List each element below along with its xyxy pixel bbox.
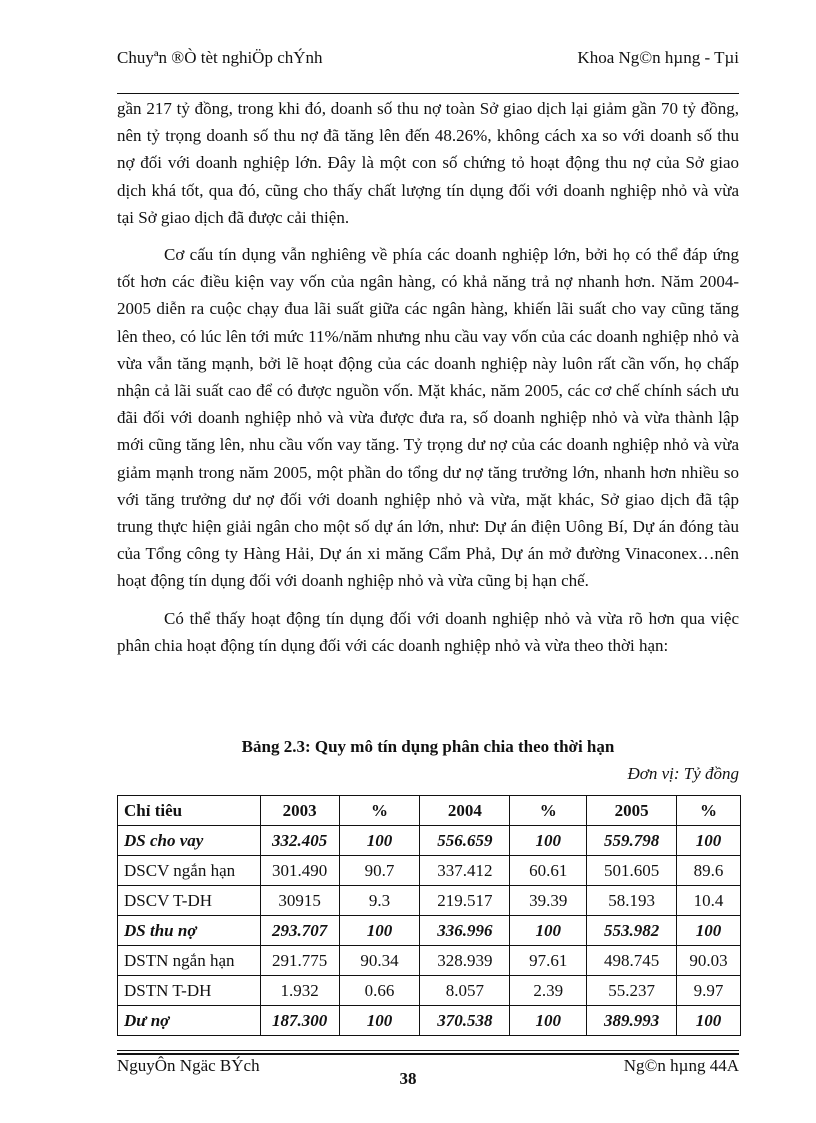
table-cell: 100 xyxy=(510,1006,587,1036)
table-row xyxy=(118,1006,741,1036)
table-header: Chỉ tiêu xyxy=(118,796,261,826)
page-number: 38 xyxy=(399,1069,417,1088)
footer-rule xyxy=(117,1050,739,1051)
table-cell: 498.745 xyxy=(587,946,677,976)
footer-author: NguyÔn Ngäc BÝch xyxy=(117,1056,260,1075)
table-cell: 100 xyxy=(339,826,420,856)
table-row xyxy=(118,886,741,916)
table-cell: 291.775 xyxy=(260,946,339,976)
table-cell: 58.193 xyxy=(587,886,677,916)
table-cell: 60.61 xyxy=(510,856,587,886)
table-cell: 9.3 xyxy=(339,886,420,916)
table-cell: 100 xyxy=(677,826,741,856)
table-header: % xyxy=(339,796,420,826)
table-cell: 389.993 xyxy=(587,1006,677,1036)
table-cell: 2.39 xyxy=(510,976,587,1006)
table-header-row xyxy=(118,796,741,826)
table-cell: 100 xyxy=(510,826,587,856)
table-cell: DS thu nợ xyxy=(118,916,261,946)
table-unit: Đơn vị: Tỷ đồng xyxy=(627,764,739,783)
table-cell: 0.66 xyxy=(339,976,420,1006)
credit-table xyxy=(117,795,741,1036)
table-cell: 30915 xyxy=(260,886,339,916)
table-header: 2003 xyxy=(260,796,339,826)
table-cell: 100 xyxy=(677,916,741,946)
footer-rule xyxy=(117,1053,739,1055)
footer-class: Ng©n hµng 44A xyxy=(623,1056,739,1075)
table-cell: DSCV T-DH xyxy=(118,886,261,916)
table-caption: Bảng 2.3: Quy mô tín dụng phân chia theo thời hạn xyxy=(241,737,615,756)
table-cell: 9.97 xyxy=(677,976,741,1006)
table-cell: 10.4 xyxy=(677,886,741,916)
header-right-text: Khoa Ng©n hµng - Tµi xyxy=(577,48,739,67)
table-cell: DSCV ngắn hạn xyxy=(118,856,261,886)
table-cell: DSTN T-DH xyxy=(118,976,261,1006)
table-cell: 97.61 xyxy=(510,946,587,976)
table-cell: 332.405 xyxy=(260,826,339,856)
table-cell: DS cho vay xyxy=(118,826,261,856)
table-row xyxy=(118,916,741,946)
table-cell: 293.707 xyxy=(260,916,339,946)
header-left-text: Chuyªn ®Ò tèt nghiÖp chÝnh xyxy=(117,48,323,67)
table-header: 2004 xyxy=(420,796,510,826)
table-row xyxy=(118,976,741,1006)
body-text xyxy=(117,95,739,659)
table-cell: 559.798 xyxy=(587,826,677,856)
table-row xyxy=(118,856,741,886)
table-cell: 1.932 xyxy=(260,976,339,1006)
table-cell: 553.982 xyxy=(587,916,677,946)
page-header xyxy=(117,48,739,94)
table-cell: 39.39 xyxy=(510,886,587,916)
table-cell: 337.412 xyxy=(420,856,510,886)
table-cell: 100 xyxy=(677,1006,741,1036)
table-cell: 187.300 xyxy=(260,1006,339,1036)
table-cell: 100 xyxy=(339,1006,420,1036)
table-cell: 90.03 xyxy=(677,946,741,976)
table-row xyxy=(118,826,741,856)
table-cell: 370.538 xyxy=(420,1006,510,1036)
table-cell: DSTN ngắn hạn xyxy=(118,946,261,976)
header-rule xyxy=(117,93,739,94)
table-cell: 556.659 xyxy=(420,826,510,856)
table-cell: 55.237 xyxy=(587,976,677,1006)
table-cell: 219.517 xyxy=(420,886,510,916)
table-cell: 336.996 xyxy=(420,916,510,946)
table-header: % xyxy=(510,796,587,826)
table-cell: 89.6 xyxy=(677,856,741,886)
paragraph: Cơ cấu tín dụng vẫn nghiêng về phía các doanh nghiệp lớn, bởi họ có thể đáp ứng tốt hơn các điều kiện vay vốn của ngân hàng, có khả năng trả nợ nhanh hơn. Năm 2004-2005 diễn ra cuộc chạy đua lãi suất giữa các ngân hàng, khiến lãi suất cho vay cũng tăng lên theo, có lúc lên tới mức 11%/năm nhưng nhu cầu vay vốn của các doanh nghiệp nhỏ và vừa vẫn tăng mạnh, bởi lẽ hoạt động của các doanh nghiệp này luôn rất cần vốn, họ chấp nhận cả lãi suất cao để có được nguồn vốn. Mặt khác, năm 2005, các cơ chế chính sách ưu đãi đối với doanh nghiệp nhỏ và vừa được đưa ra, số doanh nghiệp nhỏ và vừa thành lập mới cũng tăng lên, nhu cầu vốn vay tăng. Tỷ trọng dư nợ của các doanh nghiệp nhỏ và vừa giảm mạnh trong năm 2005, một phần do tổng dư nợ tăng trưởng lớn, nhanh hơn nhiều so với tăng trưởng dư nợ đối với doanh nghiệp nhỏ và vừa, mặt khác, Sở giao dịch đã tập trung thực hiện giải ngân cho một số dự án lớn, như: Dự án điện Uông Bí, Dự án đóng tàu của Tổng công ty Hàng Hải, Dự án xi măng Cẩm Phả, Dự án mở đường Vinaconex…nên hoạt động tín dụng đối với doanh nghiệp nhỏ và vừa cũng bị hạn chế. xyxy=(117,245,739,591)
table-cell: 100 xyxy=(339,916,420,946)
table-cell: 328.939 xyxy=(420,946,510,976)
paragraph: Có thể thấy hoạt động tín dụng đối với doanh nghiệp nhỏ và vừa rõ hơn qua việc phân chia hoạt động tín dụng đối với các doanh nghiệp nhỏ và vừa theo thời hạn: xyxy=(117,608,739,655)
table-cell: 301.490 xyxy=(260,856,339,886)
paragraph: gần 217 tỷ đồng, trong khi đó, doanh số thu nợ toàn Sở giao dịch lại giảm gần 70 tỷ đồng, nên tỷ trọng doanh số thu nợ đã tăng lên đến 48.26%, không cách xa so với doanh số thu nợ đối với doanh nghiệp lớn. Đây là một con số chứng tỏ hoạt động thu nợ của Sở giao dịch khá tốt, qua đó, cũng cho thấy chất lượng tín dụng đối với doanh nghiệp nhỏ và vừa tại Sở giao dịch đã được cải thiện. xyxy=(117,99,739,227)
table-cell: 100 xyxy=(510,916,587,946)
table-cell: 501.605 xyxy=(587,856,677,886)
table-cell: 8.057 xyxy=(420,976,510,1006)
table-cell: 90.34 xyxy=(339,946,420,976)
table-cell: 90.7 xyxy=(339,856,420,886)
table-cell: Dư nợ xyxy=(118,1006,261,1036)
table-header: % xyxy=(677,796,741,826)
table-row xyxy=(118,946,741,976)
table-header: 2005 xyxy=(587,796,677,826)
